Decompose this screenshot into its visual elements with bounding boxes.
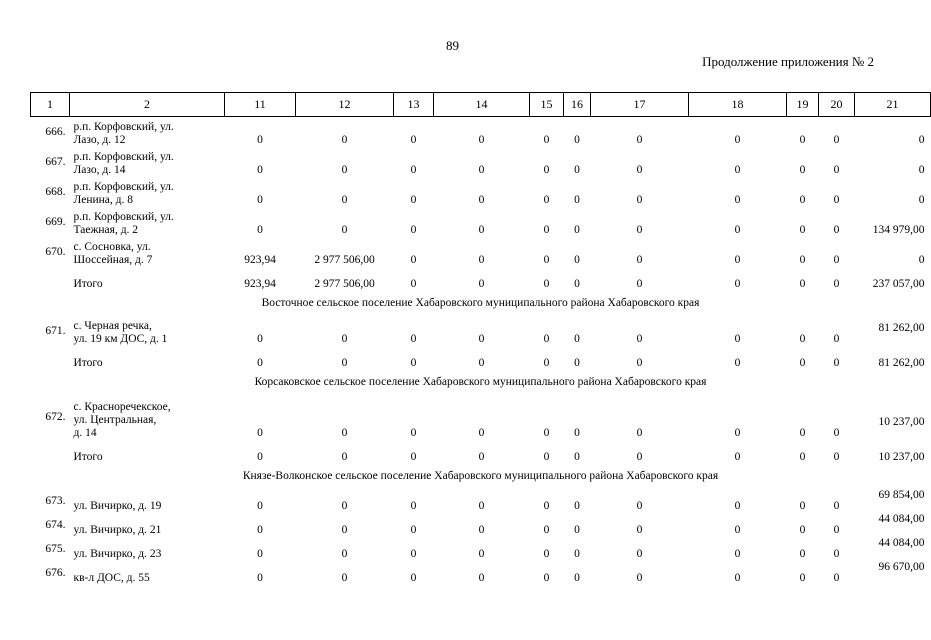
- value-cell-c21: 0: [918, 194, 925, 206]
- address-cell: [70, 237, 225, 267]
- value-cell-c12: 0: [341, 224, 348, 236]
- table-row: [31, 117, 931, 148]
- row-number: [31, 346, 70, 370]
- address-cell: [70, 489, 225, 513]
- value-cell-c15: 0: [543, 524, 550, 536]
- header-row: [31, 93, 931, 117]
- value-cell-c15: 0: [543, 224, 550, 236]
- table-row: [31, 237, 931, 267]
- value-cell-c18: 0: [734, 333, 741, 345]
- value-cell-c14: 0: [478, 278, 485, 290]
- value-cell-c12: 0: [341, 357, 348, 369]
- address-cell: [70, 147, 225, 177]
- value-cell-c12: 0: [341, 134, 348, 146]
- value-cell-c12: 0: [341, 572, 348, 584]
- value-cell-c12: 0: [341, 524, 348, 536]
- row-number: 667.: [45, 155, 66, 168]
- row-number: [31, 267, 70, 291]
- section-row: [31, 370, 931, 395]
- value-cell-c13: 0: [410, 164, 417, 176]
- value-cell-c15: 0: [543, 451, 550, 463]
- value-cell-c17: 0: [636, 134, 643, 146]
- value-cell-c16: 0: [574, 194, 580, 206]
- value-cell-c13: 0: [410, 500, 417, 512]
- total-row: [31, 346, 931, 370]
- value-cell-c18: 0: [734, 278, 741, 290]
- row-number: [31, 440, 70, 464]
- section-title: Князе-Волконское сельское поселение Хабаровского муниципального района Хабаровского края: [242, 470, 719, 482]
- table-row: [31, 513, 931, 537]
- value-cell-c15: 0: [543, 500, 550, 512]
- row-number: 666.: [45, 125, 66, 138]
- total-row: [31, 267, 931, 291]
- address-line: ул. Центральная,: [73, 414, 157, 426]
- value-cell-c21: 237 057,00: [872, 278, 925, 290]
- value-cell-c15: 0: [543, 254, 550, 266]
- value-cell-c12: 0: [341, 164, 348, 176]
- value-cell-c12: 0: [341, 194, 348, 206]
- value-text: 10 237,00: [878, 416, 925, 428]
- value-cell-c12: 0: [341, 548, 348, 560]
- value-cell-c21: [855, 537, 931, 561]
- column-header: 20: [819, 93, 855, 117]
- section-row: [31, 291, 931, 316]
- value-cell-c19: 0: [799, 357, 806, 369]
- table-row: [31, 489, 931, 513]
- value-cell-c21: [855, 513, 931, 537]
- value-cell-c13: 0: [410, 333, 417, 345]
- table-body: [31, 117, 931, 586]
- address-cell: [70, 537, 225, 561]
- value-cell-c21: [855, 489, 931, 513]
- value-cell-c17: 0: [636, 333, 643, 345]
- value-cell-c11: 923,94: [244, 278, 276, 290]
- value-cell-c17: 0: [636, 500, 643, 512]
- address-cell: [70, 177, 225, 207]
- value-cell-c21: [855, 395, 931, 440]
- address-line: с. Сосновка, ул.: [73, 241, 151, 253]
- address-line: Шоссейная, д. 7: [73, 254, 153, 266]
- value-cell-c19: 0: [799, 254, 806, 266]
- section-row: [31, 464, 931, 489]
- address-line: ул. Вичирко, д. 19: [73, 500, 162, 512]
- column-header: 21: [855, 93, 931, 117]
- value-cell-c14: 0: [478, 451, 485, 463]
- value-cell-c18: 0: [734, 194, 741, 206]
- table-row: [31, 537, 931, 561]
- value-cell-c20: 0: [833, 524, 840, 536]
- value-cell-c12: 0: [341, 451, 348, 463]
- value-cell-c13: 0: [410, 224, 417, 236]
- value-cell-c16: 0: [574, 451, 580, 463]
- value-cell-c19: 0: [799, 224, 806, 236]
- value-cell-c19: 0: [799, 500, 806, 512]
- column-header: 13: [394, 93, 434, 117]
- value-cell-c15: 0: [543, 278, 550, 290]
- total-row: [31, 440, 931, 464]
- table-row: [31, 207, 931, 237]
- value-cell-c16: 0: [574, 500, 580, 512]
- value-cell-c21: 10 237,00: [878, 451, 925, 463]
- value-cell-c13: 0: [410, 451, 417, 463]
- value-text: 81 262,00: [878, 322, 925, 334]
- value-cell-c20: 0: [833, 194, 840, 206]
- value-cell-c16: 0: [574, 572, 580, 584]
- value-cell-c18: 0: [734, 224, 741, 236]
- value-cell-c15: 0: [543, 548, 550, 560]
- section-title: Корсаковское сельское поселение Хабаровского муниципального района Хабаровского края: [254, 376, 707, 388]
- value-cell-c13: 0: [410, 427, 417, 439]
- address-line: р.п. Корфовский, ул.: [73, 181, 174, 193]
- row-number: 674.: [45, 518, 66, 531]
- value-cell-c17: 0: [636, 194, 643, 206]
- value-cell-c19: 0: [799, 451, 806, 463]
- address-line: с. Красноречекское,: [73, 401, 171, 413]
- value-cell-c21: 0: [918, 164, 925, 176]
- address-cell: [70, 395, 225, 440]
- value-cell-c14: 0: [478, 164, 485, 176]
- value-cell-c19: 0: [799, 333, 806, 345]
- value-cell-c21: 81 262,00: [878, 357, 925, 369]
- total-label: Итого: [73, 278, 103, 290]
- value-cell-c20: 0: [833, 164, 840, 176]
- column-header: 18: [689, 93, 787, 117]
- address-line: р.п. Корфовский, ул.: [73, 151, 174, 163]
- value-cell-c21: 0: [918, 134, 925, 146]
- value-cell-c17: 0: [636, 164, 643, 176]
- value-cell-c12: 2 977 506,00: [314, 278, 375, 290]
- column-header: 15: [530, 93, 564, 117]
- value-cell-c11: 0: [257, 451, 263, 463]
- value-cell-c13: 0: [410, 548, 417, 560]
- value-cell-c11: 0: [257, 333, 263, 345]
- value-cell-c21: [855, 561, 931, 585]
- value-cell-c11: 923,94: [244, 254, 276, 266]
- value-cell-c20: 0: [833, 427, 840, 439]
- value-cell-c21: 0: [918, 254, 925, 266]
- value-cell-c18: 0: [734, 164, 741, 176]
- value-text: 44 084,00: [878, 537, 925, 549]
- total-label: Итого: [73, 357, 103, 369]
- value-cell-c18: 0: [734, 548, 741, 560]
- value-cell-c11: 0: [257, 427, 263, 439]
- value-cell-c14: 0: [478, 134, 485, 146]
- value-cell-c12: 0: [341, 500, 348, 512]
- section-title: Восточное сельское поселение Хабаровского муниципального района Хабаровского края: [261, 297, 700, 309]
- table-row: [31, 395, 931, 440]
- value-cell-c16: 0: [574, 254, 580, 266]
- value-cell-c19: 0: [799, 164, 806, 176]
- column-header: 2: [70, 93, 225, 117]
- value-cell-c14: 0: [478, 333, 485, 345]
- value-cell-c14: 0: [478, 572, 485, 584]
- value-cell-c13: 0: [410, 524, 417, 536]
- column-header: 16: [564, 93, 591, 117]
- column-header: 12: [296, 93, 394, 117]
- address-line: с. Черная речка,: [73, 320, 152, 332]
- value-cell-c17: 0: [636, 254, 643, 266]
- value-cell-c11: 0: [257, 572, 263, 584]
- value-cell-c19: 0: [799, 548, 806, 560]
- address-cell: [70, 561, 225, 585]
- value-cell-c15: 0: [543, 427, 550, 439]
- total-label: Итого: [73, 451, 103, 463]
- value-cell-c13: 0: [410, 357, 417, 369]
- column-header: 17: [591, 93, 689, 117]
- value-cell-c20: 0: [833, 500, 840, 512]
- address-line: кв-л ДОС, д. 55: [73, 572, 150, 584]
- value-cell-c18: 0: [734, 427, 741, 439]
- row-number: 673.: [45, 494, 66, 507]
- value-cell-c19: 0: [799, 524, 806, 536]
- value-cell-c17: 0: [636, 524, 643, 536]
- value-cell-c18: 0: [734, 524, 741, 536]
- value-cell-c12: 0: [341, 333, 348, 345]
- value-cell-c15: 0: [543, 194, 550, 206]
- value-text: 96 670,00: [878, 561, 925, 573]
- value-cell-c20: 0: [833, 254, 840, 266]
- address-line: Таежная, д. 2: [73, 224, 139, 236]
- column-header: 19: [787, 93, 819, 117]
- value-cell-c15: 0: [543, 164, 550, 176]
- value-cell-c19: 0: [799, 134, 806, 146]
- value-cell-c17: 0: [636, 548, 643, 560]
- value-text: 69 854,00: [878, 489, 925, 501]
- row-number: 672.: [45, 411, 66, 423]
- address-cell: [70, 316, 225, 346]
- value-cell-c11: 0: [257, 134, 263, 146]
- value-cell-c16: 0: [574, 357, 580, 369]
- value-cell-c19: 0: [799, 278, 806, 290]
- row-number: 669.: [45, 215, 66, 228]
- value-cell-c20: 0: [833, 333, 840, 345]
- value-text: 44 084,00: [878, 513, 925, 525]
- value-cell-c11: 0: [257, 224, 263, 236]
- value-cell-c20: 0: [833, 548, 840, 560]
- value-cell-c20: 0: [833, 451, 840, 463]
- value-cell-c16: 0: [574, 333, 580, 345]
- value-cell-c13: 0: [410, 572, 417, 584]
- value-cell-c14: 0: [478, 357, 485, 369]
- row-number: 675.: [45, 542, 66, 555]
- address-line: ул. Вичирко, д. 23: [73, 548, 162, 560]
- value-cell-c14: 0: [478, 224, 485, 236]
- value-cell-c11: 0: [257, 194, 263, 206]
- address-cell: [70, 513, 225, 537]
- page-number: 89: [446, 38, 459, 53]
- value-cell-c14: 0: [478, 194, 485, 206]
- value-cell-c11: 0: [257, 524, 263, 536]
- value-cell-c18: 0: [734, 451, 741, 463]
- value-cell-c20: 0: [833, 224, 840, 236]
- value-cell-c14: 0: [478, 548, 485, 560]
- value-cell-c13: 0: [410, 278, 417, 290]
- value-cell-c14: 0: [478, 254, 485, 266]
- value-cell-c11: 0: [257, 548, 263, 560]
- address-line: р.п. Корфовский, ул.: [73, 121, 174, 133]
- value-cell-c19: 0: [799, 572, 806, 584]
- value-cell-c18: 0: [734, 572, 741, 584]
- value-cell-c11: 0: [257, 164, 263, 176]
- address-line: ул. Вичирко, д. 21: [73, 524, 162, 536]
- address-line: д. 14: [73, 427, 97, 439]
- value-cell-c11: 0: [257, 357, 263, 369]
- value-cell-c11: 0: [257, 500, 263, 512]
- column-header: 11: [225, 93, 296, 117]
- value-cell-c12: 0: [341, 427, 348, 439]
- value-cell-c19: 0: [799, 194, 806, 206]
- address-cell: [70, 207, 225, 237]
- value-cell-c12: 2 977 506,00: [314, 254, 375, 266]
- value-cell-c17: 0: [636, 451, 643, 463]
- data-table: [30, 92, 931, 585]
- value-cell-c18: 0: [734, 134, 741, 146]
- value-cell-c18: 0: [734, 357, 741, 369]
- address-line: Лазо, д. 14: [73, 164, 126, 176]
- value-cell-c15: 0: [543, 357, 550, 369]
- table-row: [31, 561, 931, 585]
- value-cell-c14: 0: [478, 427, 485, 439]
- value-cell-c16: 0: [574, 134, 580, 146]
- value-cell-c13: 0: [410, 254, 417, 266]
- row-number: 668.: [45, 185, 66, 198]
- value-cell-c18: 0: [734, 500, 741, 512]
- value-cell-c16: 0: [574, 224, 580, 236]
- column-header: 1: [31, 93, 70, 117]
- value-cell-c20: 0: [833, 134, 840, 146]
- value-cell-c17: 0: [636, 572, 643, 584]
- value-cell-c20: 0: [833, 278, 840, 290]
- value-cell-c19: 0: [799, 427, 806, 439]
- value-cell-c13: 0: [410, 134, 417, 146]
- continuation-note: Продолжение приложения № 2: [702, 54, 874, 69]
- value-cell-c21: [855, 316, 931, 346]
- value-cell-c15: 0: [543, 333, 550, 345]
- value-cell-c16: 0: [574, 427, 580, 439]
- value-cell-c16: 0: [574, 524, 580, 536]
- value-cell-c17: 0: [636, 357, 643, 369]
- value-cell-c13: 0: [410, 194, 417, 206]
- value-cell-c14: 0: [478, 500, 485, 512]
- value-cell-c20: 0: [833, 572, 840, 584]
- row-number: 670.: [45, 245, 66, 258]
- value-cell-c20: 0: [833, 357, 840, 369]
- value-cell-c17: 0: [636, 278, 643, 290]
- value-cell-c16: 0: [574, 164, 580, 176]
- value-cell-c15: 0: [543, 572, 550, 584]
- address-cell: [70, 117, 225, 148]
- value-cell-c14: 0: [478, 524, 485, 536]
- address-line: р.п. Корфовский, ул.: [73, 211, 174, 223]
- value-cell-c21: 134 979,00: [872, 224, 925, 236]
- value-cell-c16: 0: [574, 278, 580, 290]
- row-number: 676.: [45, 566, 66, 579]
- table-row: [31, 177, 931, 207]
- value-cell-c15: 0: [543, 134, 550, 146]
- table-row: [31, 147, 931, 177]
- value-cell-c16: 0: [574, 548, 580, 560]
- value-cell-c17: 0: [636, 224, 643, 236]
- table-row: [31, 316, 931, 346]
- value-cell-c17: 0: [636, 427, 643, 439]
- address-line: ул. 19 км ДОС, д. 1: [73, 333, 168, 345]
- address-line: Лазо, д. 12: [73, 134, 126, 146]
- row-number: 671.: [45, 324, 66, 337]
- column-header: 14: [434, 93, 530, 117]
- address-line: Ленина, д. 8: [73, 194, 133, 206]
- value-cell-c18: 0: [734, 254, 741, 266]
